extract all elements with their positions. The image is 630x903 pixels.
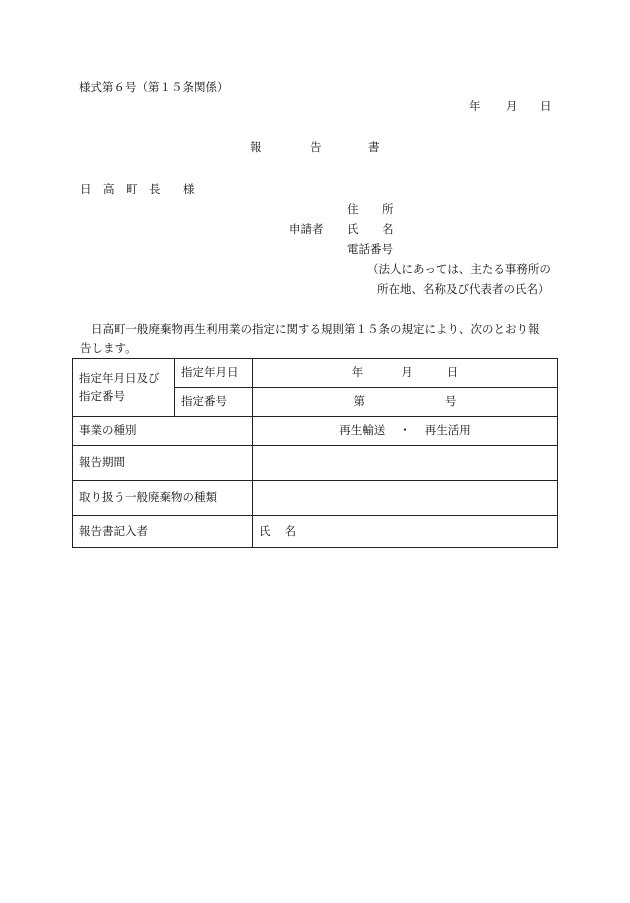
date-month: 月 [506, 99, 518, 113]
name-label-char: 名 [382, 222, 394, 236]
addressee-char: 長 [149, 182, 161, 196]
designation-date-field[interactable] [253, 359, 558, 388]
waste-type-field[interactable] [253, 481, 558, 516]
applicant-label: 申請者 [289, 222, 324, 236]
business-type-option-utilization[interactable]: 再生活用 [424, 423, 471, 438]
designation-group-label-line1: 指定年月日及び [79, 370, 160, 385]
table-row [73, 446, 558, 481]
designation-number-suffix: 号 [445, 394, 457, 409]
applicant-note-line2: 所在地、名称及び代表者の氏名） [377, 282, 550, 296]
address-label-char: 住 [347, 202, 359, 216]
table-row [73, 359, 558, 388]
applicant-note-line1: （法人にあっては、主たる事務所の [367, 262, 551, 276]
designation-date-day: 日 [446, 365, 459, 380]
address-label-char: 所 [382, 202, 394, 216]
designation-date-month: 月 [401, 365, 413, 380]
business-type-field[interactable] [253, 417, 558, 446]
form-number: 様式第６号（第１５条関係） [79, 80, 229, 94]
body-text-line1: 日高町一般廃棄物再生利用業の指定に関する規則第１５条の規定により、次のとおり報 [91, 322, 540, 336]
designation-date-label: 指定年月日 [175, 359, 253, 388]
reporter-name-field[interactable] [253, 516, 558, 548]
business-type-separator: ・ [399, 423, 411, 438]
report-form-table [72, 358, 558, 548]
waste-type-label: 取り扱う一般廃棄物の種類 [73, 481, 253, 516]
addressee-char: 町 [126, 182, 138, 196]
report-period-field[interactable] [253, 446, 558, 481]
reporter-name-char: 名 [284, 523, 296, 538]
addressee-char: 日 [80, 182, 92, 196]
report-period-label: 報告期間 [73, 446, 253, 481]
designation-group-label-line2: 指定番号 [79, 388, 125, 403]
reporter-name-char: 氏 [259, 523, 271, 538]
designation-number-field[interactable] [253, 388, 558, 417]
table-row [73, 516, 558, 548]
designation-date-year: 年 [351, 365, 364, 380]
title-char: 告 [310, 140, 322, 154]
addressee-honorific: 様 [183, 182, 195, 196]
name-label-char: 氏 [347, 222, 359, 236]
title-char: 書 [368, 140, 380, 154]
table-row [73, 417, 558, 446]
reporter-label: 報告書記入者 [73, 516, 253, 548]
designation-number-label: 指定番号 [175, 388, 253, 417]
table-row [73, 481, 558, 516]
designation-group-cell [73, 359, 175, 417]
date-day: 日 [540, 99, 552, 113]
business-type-option-transport[interactable]: 再生輸送 [339, 423, 386, 438]
title-char: 報 [250, 140, 262, 154]
designation-number-prefix: 第 [353, 394, 365, 409]
business-type-label: 事業の種別 [73, 417, 253, 446]
phone-label: 電話番号 [347, 242, 393, 256]
body-text-line2: 告します。 [80, 341, 137, 355]
addressee-char: 高 [103, 182, 115, 196]
date-year: 年 [469, 99, 481, 113]
